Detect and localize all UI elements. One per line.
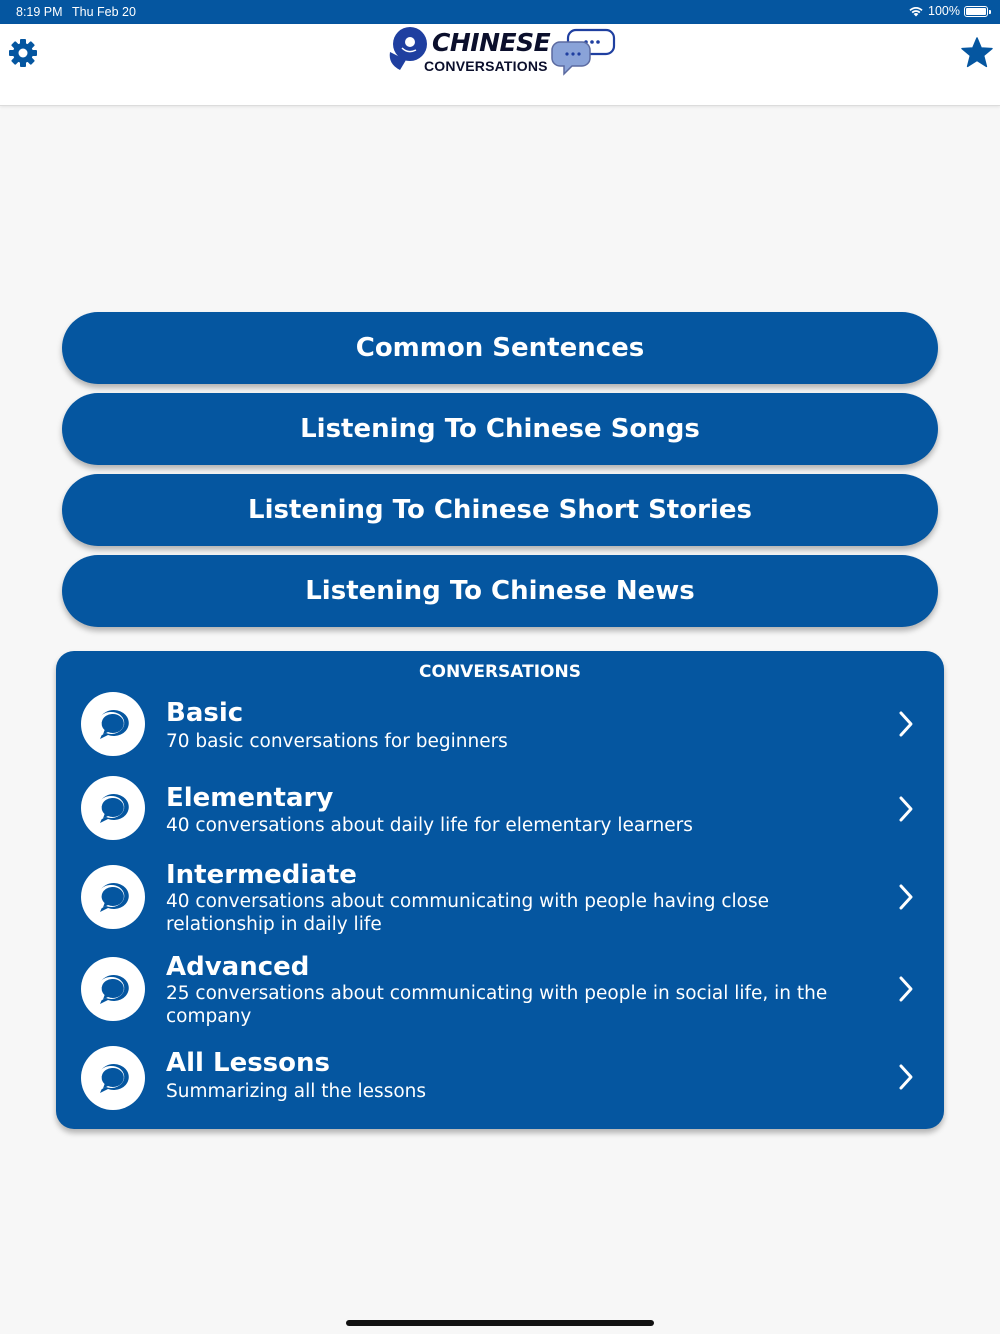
common-sentences-button[interactable]: Common Sentences [62,312,938,384]
home-indicator[interactable] [346,1320,654,1326]
status-date: Thu Feb 20 [72,5,136,19]
star-icon [960,36,994,70]
favorites-button[interactable] [960,36,994,70]
app-logo [384,24,616,80]
conversation-title: Intermediate [166,860,357,890]
chevron-right-icon [896,882,916,912]
conversation-item-intermediate[interactable] [56,859,944,939]
status-right [908,4,988,18]
app-header [0,24,1000,106]
chinese-short-stories-button[interactable]: Listening To Chinese Short Stories [62,474,938,546]
conversation-item-advanced[interactable] [56,951,944,1031]
conversations-heading: CONVERSATIONS [419,662,581,682]
chinese-news-button[interactable]: Listening To Chinese News [62,555,938,627]
chat-bubble-icon [81,865,145,929]
status-bar [0,0,1000,24]
chat-bubble-icon [81,692,145,756]
chat-bubble-icon [81,1046,145,1110]
conversation-item-elementary[interactable] [56,780,944,848]
conversation-title: Basic [166,698,244,728]
conversation-description: 40 conversations about communicating with people having close relationship in daily life [166,891,770,935]
conversation-item-basic[interactable] [56,696,944,764]
battery-percent: 100% [928,4,960,18]
chevron-right-icon [896,794,916,824]
battery-icon [964,6,988,17]
chinese-songs-button[interactable]: Listening To Chinese Songs [62,393,938,465]
logo-subtitle: CONVERSATIONS [424,58,548,74]
logo-title: CHINESE [432,28,551,57]
conversation-description: 70 basic conversations for beginners [166,731,508,752]
conversation-description: 25 conversations about communicating with people in social life, in the company [166,983,828,1027]
chat-bubble-icon [81,957,145,1021]
gear-icon [6,36,40,70]
settings-button[interactable] [6,36,40,70]
conversations-card [56,651,944,1129]
chevron-right-icon [896,1062,916,1092]
conversation-item-all-lessons[interactable] [56,1047,944,1115]
chevron-right-icon [896,709,916,739]
wifi-icon [908,5,924,17]
conversation-description: 40 conversations about daily life for elementary learners [166,815,693,836]
conversation-title: Elementary [166,783,334,813]
conversation-title: All Lessons [166,1048,330,1078]
chat-bubble-icon [81,776,145,840]
chevron-right-icon [896,974,916,1004]
conversation-title: Advanced [166,952,310,982]
battery-fill [966,8,986,15]
conversation-description: Summarizing all the lessons [166,1081,427,1102]
status-time: 8:19 PM [16,5,63,19]
